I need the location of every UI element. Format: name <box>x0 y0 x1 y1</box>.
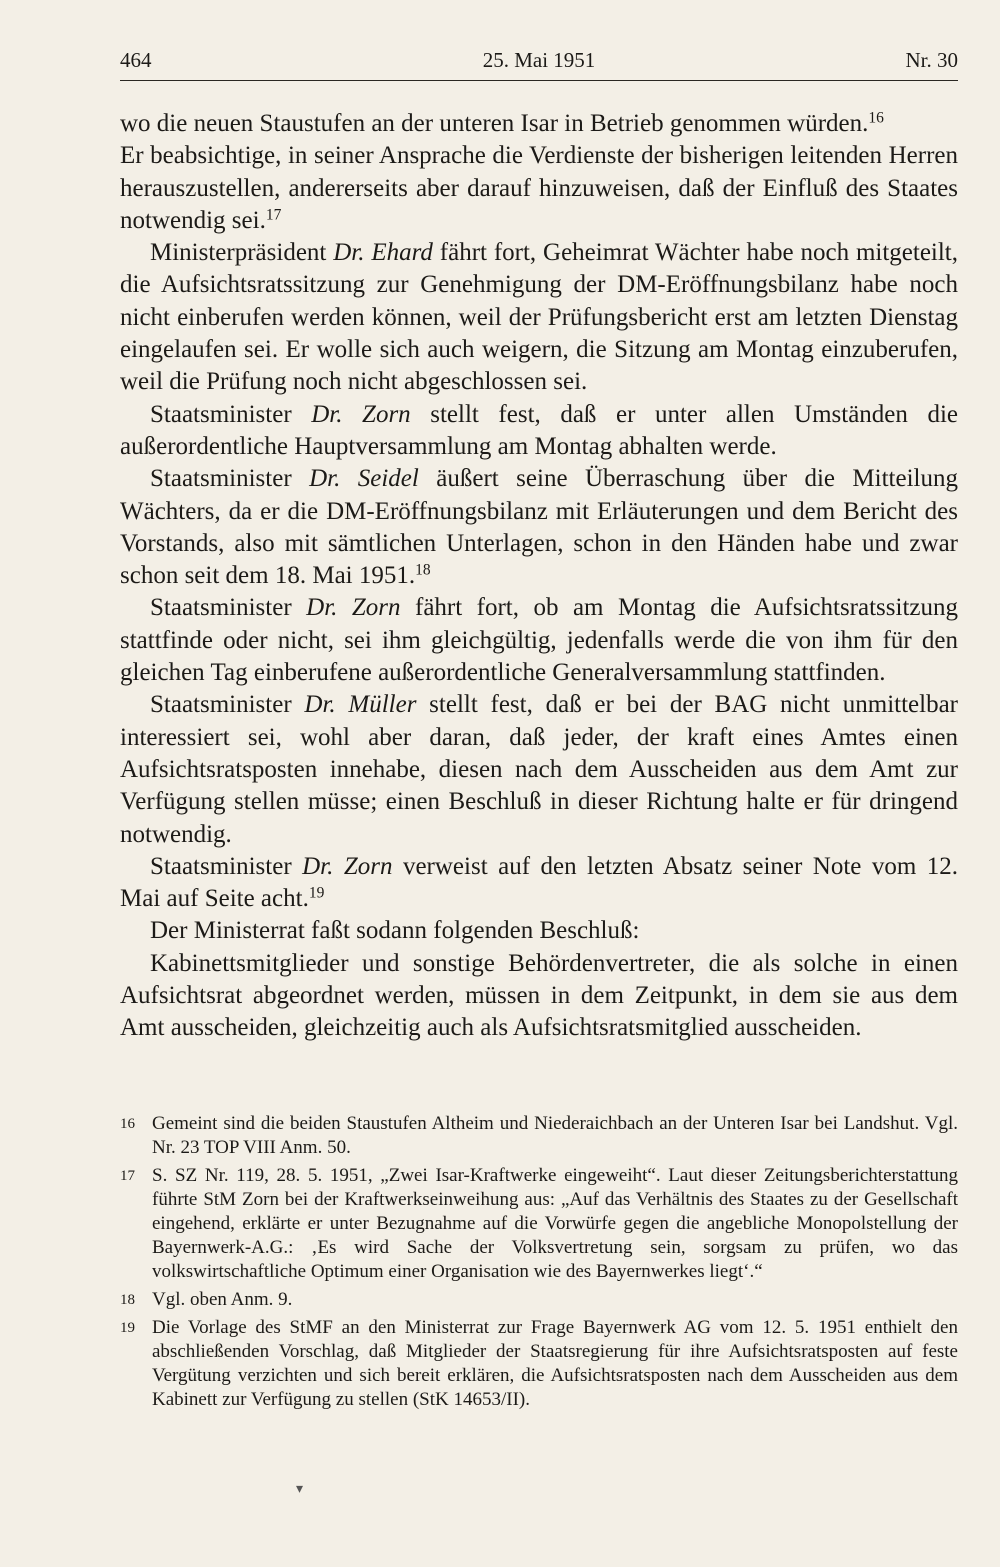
paragraph-5-text: äußert seine Überraschung über die Mitteilung Wächters, da er die DM-Eröffnungsbilanz mit Erläuterungen und dem Bericht des Vorstands, also mit sämtlichen Unterlagen, schon in den Händen habe und zwar schon seit dem 18. Mai 1951. <box>120 465 958 590</box>
footnote-text: Vgl. oben Anm. 9. <box>152 1289 293 1310</box>
speaker-name: Dr. Ehard <box>333 239 433 267</box>
footnote-ref-17: 17 <box>265 206 282 224</box>
speaker-name: Dr. Müller <box>304 691 417 719</box>
paragraph-4 <box>120 399 958 464</box>
header-date: 25. Mai 1951 <box>482 48 596 72</box>
paragraph-7-lead: Staatsminister <box>150 691 305 719</box>
footnote-text: Gemeint sind die beiden Staustufen Altheim und Niederaichbach an der Unteren Isar bei Landshut. Vgl. Nr. 23 TOP VIII Anm. 50. <box>152 1113 958 1158</box>
speaker-name: Dr. Zorn <box>311 400 411 428</box>
speaker-name: Dr. Zorn <box>302 852 393 880</box>
page-number: 464 <box>120 48 152 72</box>
paragraph-4-lead: Staatsminister <box>150 400 312 428</box>
paragraph-6 <box>120 592 958 689</box>
paragraph-4-text: stellt fest, daß er unter allen Umständen die außerordentliche Hauptversammlung am Montag abhalten werde. <box>120 400 958 460</box>
footnote-ref-16: 16 <box>868 109 884 127</box>
page-mark: ▾ <box>296 1482 304 1497</box>
paragraph-8-lead: Staatsminister <box>150 852 303 880</box>
footnote-number: 17 <box>120 1168 135 1184</box>
paragraph-8-text: verweist auf den letzten Absatz seiner Note vom 12. Mai auf Seite acht. <box>120 852 958 913</box>
paragraph-3-lead: Ministerpräsident <box>150 239 334 267</box>
paragraph-3 <box>120 237 958 398</box>
header-rule <box>120 80 958 81</box>
paragraph-3-text: fährt fort, Geheimrat Wächter habe noch mitgeteilt, die Aufsichtsratssitzung zur Genehmigung der DM-Eröffnungsbilanz habe noch nicht einberufen werden können, weil der Prüfungsbericht erst am letzten Dienstag eingelaufen sei. Er wolle sich auch weigern, die Sitzung am Montag einzuberufen, weil die Prüfung noch nicht abgeschlossen sei. <box>120 239 959 396</box>
document-number: Nr. 30 <box>905 48 958 72</box>
paragraph-7 <box>120 689 958 850</box>
footnote-ref-18: 18 <box>415 561 431 579</box>
footnote <box>120 1288 958 1312</box>
running-header <box>120 44 958 80</box>
footnote <box>120 1316 958 1412</box>
footnote-text: S. SZ Nr. 119, 28. 5. 1951, „Zwei Isar-Kraftwerke eingeweiht“. Laut dieser Zeitungsberichterstattung führte StM Zorn bei der Kraftwerkseinweihung aus: „Auf das Verhältnis des Staates zu der Gesellschaft eingehend, erklärte er unter Bezugnahme auf die Vorwürfe gegen die angebliche Monopolstellung der Bayernwerk-A.G.: ‚Es wird Sache der Volksvertretung sein, sorgsam zu prüfen, wo das volkswirtschaftliche Optimum einer Organisation wie des Bayernwerkes liegt‘.“ <box>152 1165 958 1282</box>
footnote-text: Die Vorlage des StMF an den Ministerrat zur Frage Bayernwerk AG vom 12. 5. 1951 enthielt den abschließenden Vorschlag, daß Mitglieder der Staatsregierung für ihre Aufsichtsratsposten auf feste Vergütung verzichten und sich bereit erklären, die Aufsichtsratsposten nach dem Ausscheiden aus dem Kabinett zur Verfügung zu stellen (StK 14653/II). <box>152 1317 958 1410</box>
paragraph-5 <box>120 463 958 592</box>
footnote-number: 16 <box>120 1116 135 1132</box>
footnote-number: 19 <box>120 1320 135 1336</box>
paragraph-1 <box>120 108 958 140</box>
paragraph-6-text: fährt fort, ob am Montag die Aufsichtsratssitzung stattfinde oder nicht, sei ihm gleichgültig, jedenfalls werde die von ihm für den gleichen Tag einberufene außerordentliche Generalversammlung stattfinden. <box>120 594 958 687</box>
paragraph-7-text: stellt fest, daß er bei der BAG nicht unmittelbar interessiert sei, wohl aber daran, daß jeder, der kraft eines Amtes einen Aufsichtsratsposten innehabe, diesen nach dem Ausscheiden aus dem Amt zur Verfügung stellen müsse; einen Beschluß in dieser Richtung halte er für dringend notwendig. <box>120 691 958 848</box>
paragraph-6-lead: Staatsminister <box>150 594 307 622</box>
speaker-name: Dr. Zorn <box>306 594 401 622</box>
paragraph-2 <box>120 140 958 237</box>
footnote-ref-19: 19 <box>308 884 325 902</box>
paragraph-9 <box>120 915 958 947</box>
resolution-paragraph <box>120 948 958 1045</box>
footnote <box>120 1112 958 1160</box>
paragraph-5-lead: Staatsminister <box>150 465 310 493</box>
paragraph-8 <box>120 851 958 916</box>
main-text <box>120 108 958 1045</box>
paragraph-1-text: wo die neuen Staustufen an der unteren Isar in Betrieb genommen würden. <box>120 110 869 137</box>
speaker-name: Dr. Seidel <box>309 465 419 493</box>
footnote-number: 18 <box>120 1292 135 1308</box>
footnote <box>120 1164 958 1284</box>
resolution-text: Kabinettsmitglieder und sonstige Behördenvertreter, die als solche in einen Aufsichtsrat abgeordnet werden, müssen in dem Zeitpunkt, in dem sie aus dem Amt ausscheiden, gleichzeitig auch als Aufsichtsratsmitglied ausscheiden. <box>120 949 958 1042</box>
paragraph-2-text: Er beabsichtige, in seiner Ansprache die Verdienste der bisherigen leitenden Herren herauszustellen, andererseits aber darauf hinzuweisen, daß der Einfluß des Staates notwendig sei. <box>120 142 958 234</box>
paragraph-9-text: Der Ministerrat faßt sodann folgenden Beschluß: <box>150 917 640 945</box>
footnotes <box>120 1112 958 1416</box>
